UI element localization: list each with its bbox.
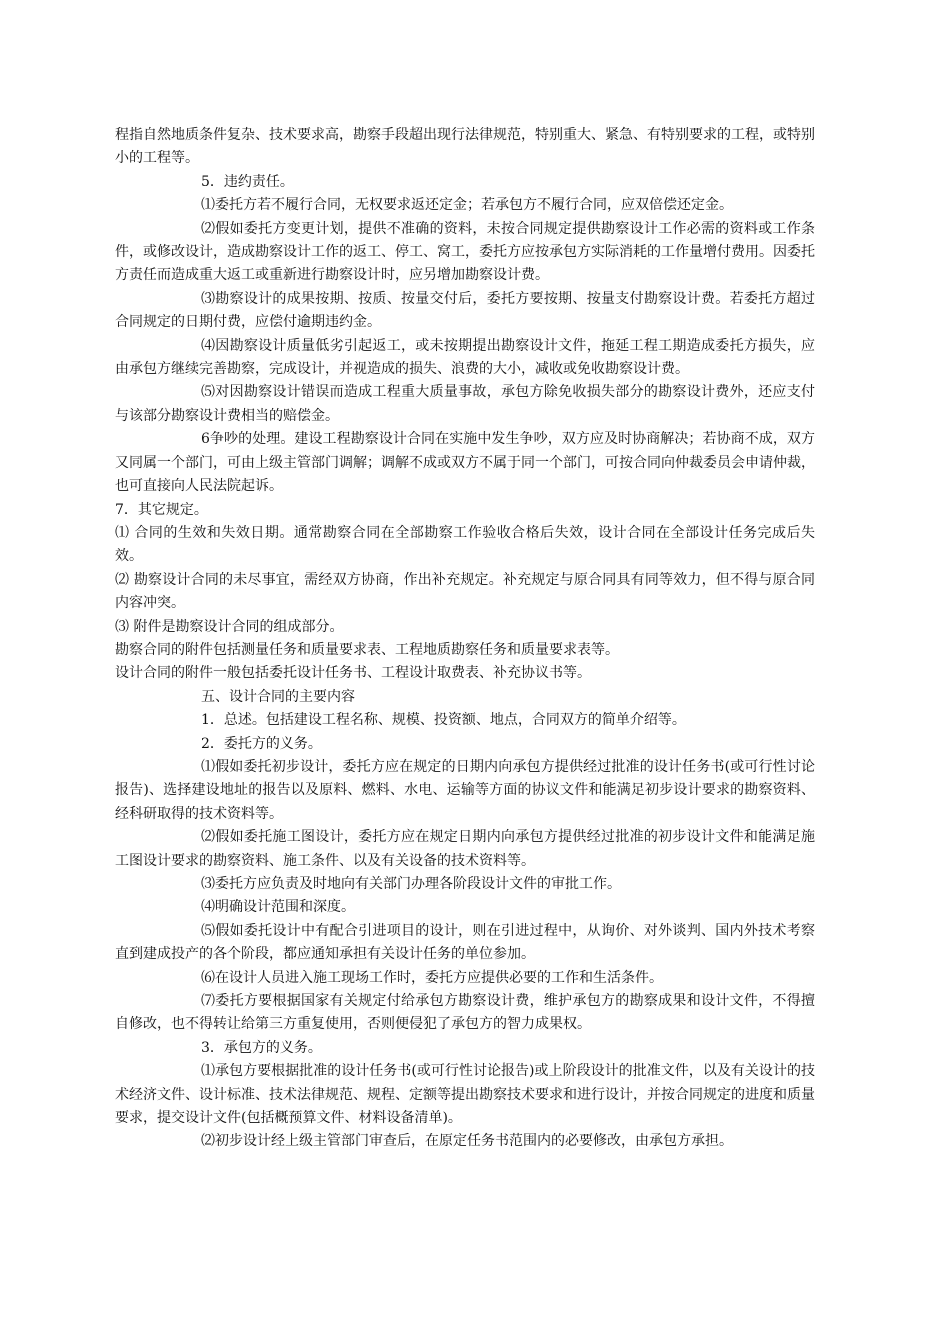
paragraph: 2．委托方的义务。 [201, 735, 322, 752]
paragraph: ⑵假如委托施工图设计，委托方应在规定日期内向承包方提供经过批准的初步设计文件和能满足施工图设计要求的勘察资料、施工条件、以及有关设备的技术资料等。 [115, 829, 815, 869]
paragraph: ⑸假如委托设计中有配合引进项目的设计，则在引进过程中，从询价、对外谈判、国内外技术考察直到建成投产的各个阶段，都应通知承担有关设计任务的单位参加。 [115, 922, 815, 963]
paragraph: ⑵ 勘察设计合同的未尽事宜，需经双方协商，作出补充规定。补充规定与原合同具有同等效力，但不得与原合同内容冲突。 [115, 571, 815, 612]
paragraph: ⑶委托方应负责及时地向有关部门办理各阶段设计文件的审批工作。 [201, 876, 621, 892]
paragraph: 五、设计合同的主要内容 [201, 688, 355, 705]
paragraph: ⑶勘察设计的成果按期、按质、按量交付后，委托方要按期、按量支付勘察设计费。若委托方超过合同规定的日期付费，应偿付逾期违约金。 [115, 290, 815, 331]
paragraph: ⑴ 合同的生效和失效日期。通常勘察合同在全部勘察工作验收合格后失效，设计合同在全部设计任务完成后失效。 [115, 524, 815, 565]
paragraph: ⑺委托方要根据国家有关规定付给承包方勘察设计费，维护承包方的勘察成果和设计文件，不得擅自修改，也不得转让给第三方重复使用，否则便侵犯了承包方的智力成果权。 [115, 993, 815, 1033]
paragraph: ⑵初步设计经上级主管部门审查后，在原定任务书范围内的必要修改，由承包方承担。 [201, 1133, 733, 1150]
paragraph: 1．总述。包括建设工程名称、规模、投资额、地点，合同双方的简单介绍等。 [201, 712, 686, 729]
document-page [115, 124, 815, 1154]
paragraph: ⑸对因勘察设计错误而造成工程重大质量事故，承包方除免收损失部分的勘察设计费外，还应支付与该部分勘察设计费相当的赔偿金。 [115, 384, 815, 424]
paragraph: ⑹在设计人员进入施工现场工作时，委托方应提供必要的工作和生活条件。 [201, 969, 663, 986]
paragraph: 6争吵的处理。建设工程勘察设计合同在实施中发生争吵，双方应及时协商解决；若协商不成，双方又同属一个部门，可由上级主管部门调解；调解不成或双方不属于同一个部门，可按合同向仲裁委员会申请仲裁，也可直接向人民法院起诉。 [115, 431, 815, 495]
paragraph: ⑷明确设计范围和深度。 [201, 899, 355, 916]
paragraph: 程指自然地质条件复杂、技术要求高，勘察手段超出现行法律规范，特别重大、紧急、有特别要求的工程，或特别小的工程等。 [115, 127, 815, 167]
paragraph: 设计合同的附件一般包括委托设计任务书、工程设计取费表、补充协议书等。 [115, 665, 591, 682]
paragraph: 3．承包方的义务。 [201, 1039, 322, 1056]
paragraph: 5．违约责任。 [201, 173, 294, 190]
paragraph: 7．其它规定。 [115, 501, 208, 518]
paragraph: ⑴委托方若不履行合同，无权要求返还定金；若承包方不履行合同，应双倍偿还定金。 [201, 197, 733, 214]
paragraph: 勘察合同的附件包括测量任务和质量要求表、工程地质勘察任务和质量要求表等。 [115, 641, 619, 658]
paragraph: ⑵假如委托方变更计划，提供不准确的资料，未按合同规定提供勘察设计工作必需的资料或工作条件，或修改设计，造成勘察设计工作的返工、停工、窝工，委托方应按承包方实际消耗的工作量增付费用。因委托方责任而造成重大返工或重新进行勘察设计时，应另增加勘察设计费。 [115, 220, 815, 284]
paragraph: ⑷因勘察设计质量低劣引起返工，或未按期提出勘察设计文件，拖延工程工期造成委托方损失，应由承包方继续完善勘察，完成设计，并视造成的损失、浪费的大小，减收或免收勘察设计费。 [115, 337, 815, 378]
paragraph: ⑶ 附件是勘察设计合同的组成部分。 [115, 618, 344, 635]
paragraph: ⑴假如委托初步设计，委托方应在规定的日期内向承包方提供经过批准的设计任务书(或可行性讨论报告)、选择建设地址的报告以及原料、燃料、水电、运输等方面的协议文件和能满足初步设计要求的勘察资料、经科研取得的技术资料等。 [115, 758, 815, 822]
paragraph: ⑴承包方要根据批准的设计任务书(或可行性讨论报告)或上阶段设计的批准文件，以及有关设计的技术经济文件、设计标准、技术法律规范、规程、定额等提出勘察技术要求和进行设计，并按合同规定的进度和质量要求，提交设计文件(包括概预算文件、材料设备清单)。 [115, 1063, 815, 1127]
